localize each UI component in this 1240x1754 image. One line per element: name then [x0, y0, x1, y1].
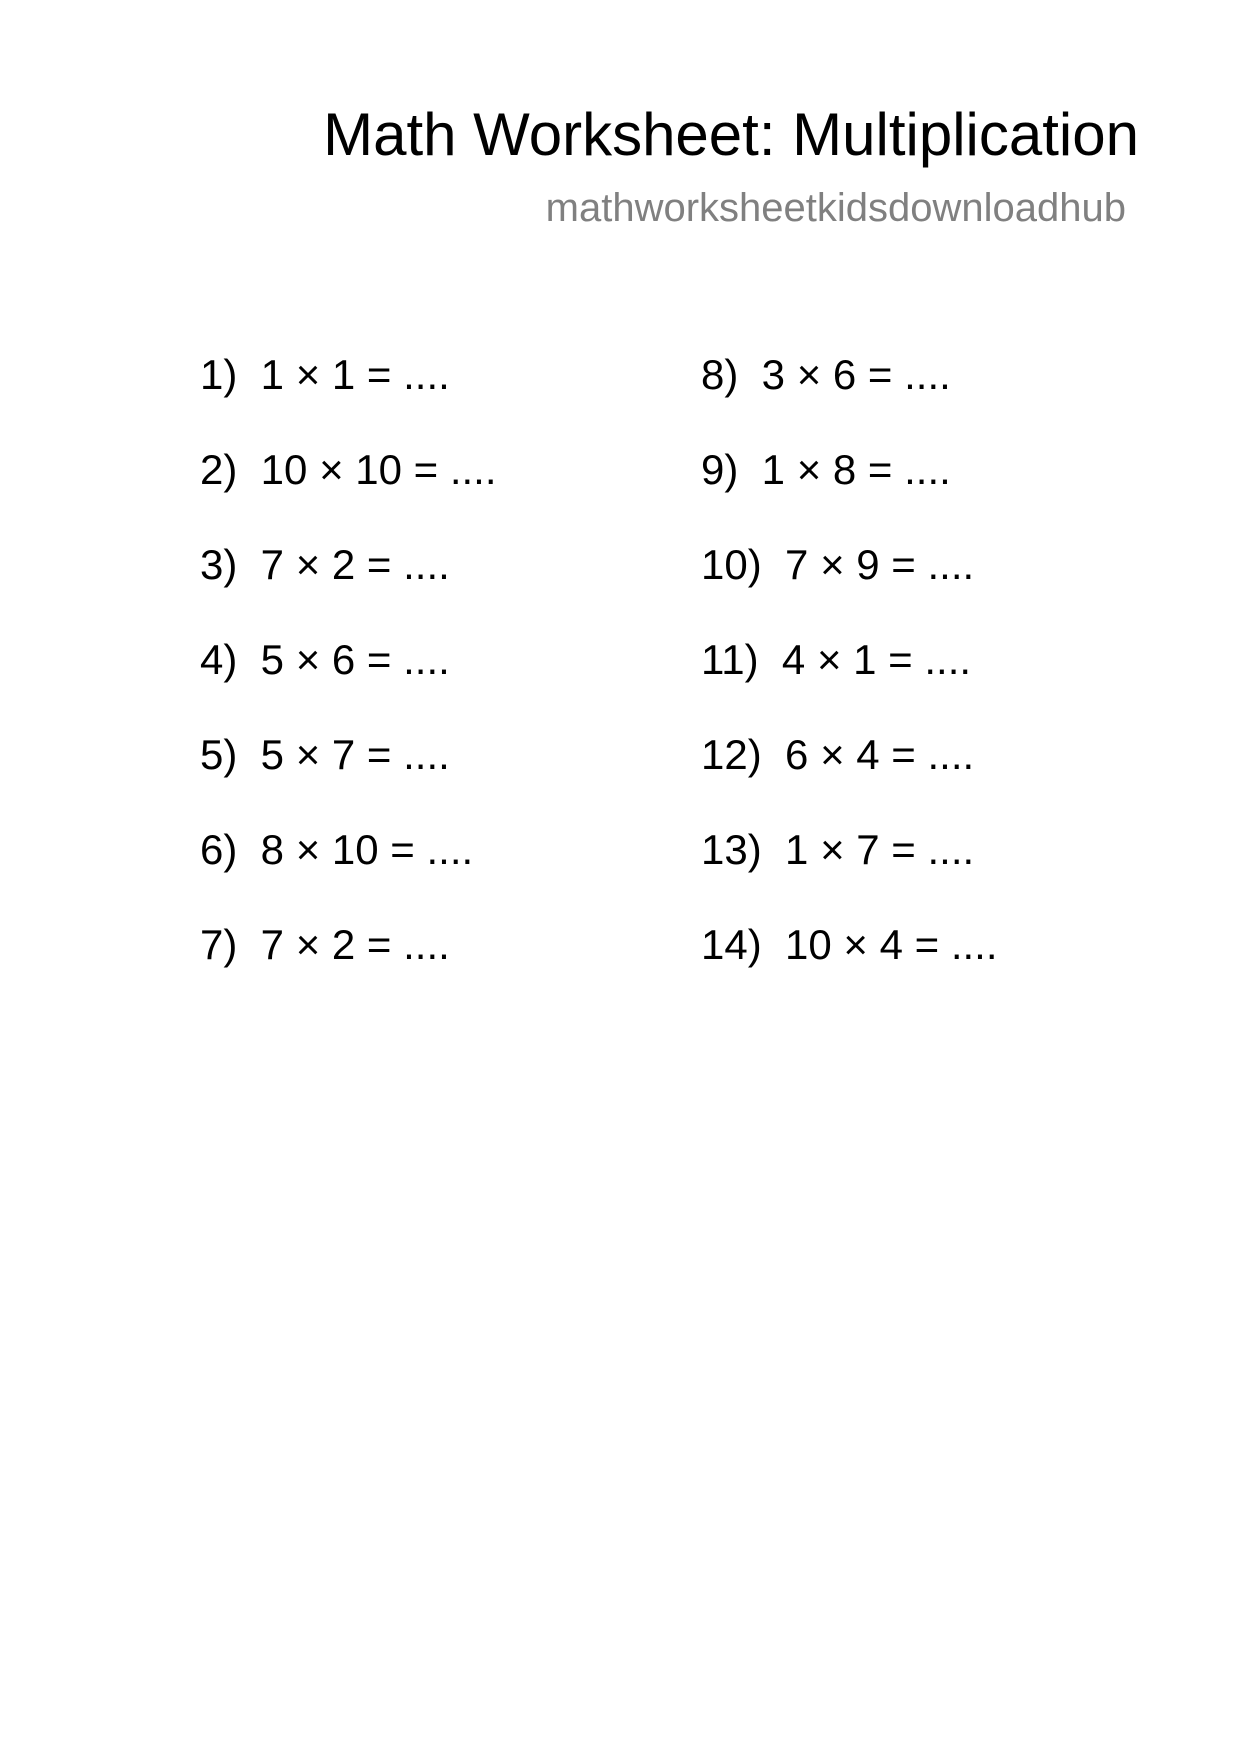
problem-10: 10) 7 × 9 = ....: [701, 541, 975, 588]
problem-1: 1) 1 × 1 = ....: [200, 351, 450, 398]
problems-left-column: [200, 350, 497, 1015]
problem-4: 4) 5 × 6 = ....: [200, 636, 450, 683]
problem-6: 6) 8 × 10 = ....: [200, 826, 474, 873]
page-title: Math Worksheet: Multiplication: [323, 101, 1139, 168]
problem-11: 11) 4 × 1 = ....: [701, 636, 972, 683]
problem-5: 5) 5 × 7 = ....: [200, 731, 450, 778]
problem-14: 14) 10 × 4 = ....: [701, 921, 998, 968]
problem-13: 13) 1 × 7 = ....: [701, 826, 975, 873]
page-subtitle: mathworksheetkidsdownloadhub: [545, 186, 1126, 230]
problem-7: 7) 7 × 2 = ....: [200, 921, 450, 968]
problems-right-column: [701, 350, 998, 1015]
problem-8: 8) 3 × 6 = ....: [701, 351, 951, 398]
problem-9: 9) 1 × 8 = ....: [701, 446, 951, 493]
problem-3: 3) 7 × 2 = ....: [200, 541, 450, 588]
problem-12: 12) 6 × 4 = ....: [701, 731, 975, 778]
problem-2: 2) 10 × 10 = ....: [200, 446, 497, 493]
